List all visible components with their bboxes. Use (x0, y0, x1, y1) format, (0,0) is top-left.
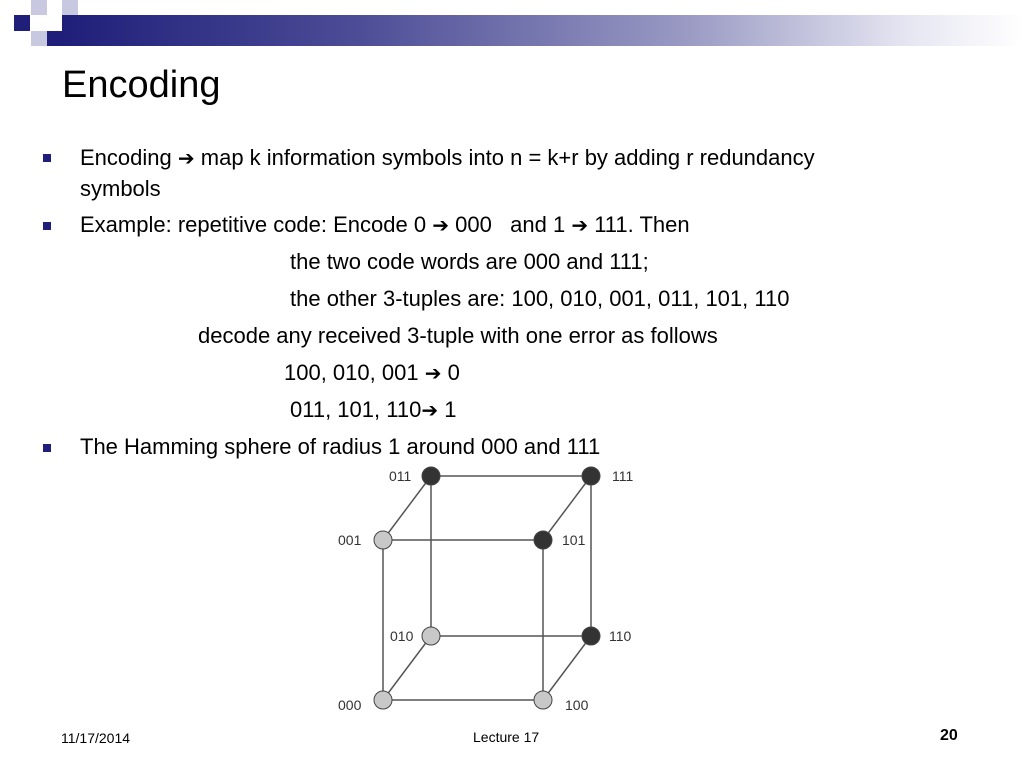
node-001 (374, 531, 392, 549)
bullet-encoding-start: Encoding (80, 145, 172, 170)
node-010 (422, 627, 440, 645)
label-110: 110 (609, 628, 632, 644)
label-101: 101 (562, 532, 586, 548)
decode-zero-tuples: 100, 010, 001 (284, 360, 425, 385)
right-arrow-icon: ➔ (424, 363, 442, 385)
label-000: 000 (338, 697, 362, 713)
indent-line-decode: decode any received 3-tuple with one error as follows (198, 323, 718, 348)
node-111 (582, 467, 600, 485)
bullet-encoding-continued: symbols (80, 176, 161, 201)
node-011 (422, 467, 440, 485)
label-111: 111 (612, 468, 634, 484)
node-110 (582, 627, 600, 645)
indent-line-other-tuples: the other 3-tuples are: 100, 010, 001, 011, 101, 110 (290, 286, 790, 311)
right-arrow-icon: ➔ (177, 148, 195, 170)
node-000 (374, 691, 392, 709)
decode-one-tuples: 011, 101, 110 (290, 397, 422, 422)
decode-zero-result: 0 (441, 360, 460, 385)
indent-line-code-words: the two code words are 000 and 111; (290, 249, 649, 274)
right-arrow-icon: ➔ (571, 215, 589, 237)
node-101 (534, 531, 552, 549)
label-100: 100 (565, 697, 589, 713)
bullet-example-mid: 000 and 1 (448, 212, 572, 237)
right-arrow-icon: ➔ (421, 400, 439, 422)
label-011: 011 (389, 468, 412, 484)
decode-one-result: 1 (438, 397, 457, 422)
bullet-hamming-sphere: The Hamming sphere of radius 1 around 000 and 111 (80, 434, 601, 459)
cube-edges (383, 476, 591, 700)
bullet-example-start: Example: repetitive code: Encode 0 (80, 212, 433, 237)
label-001: 001 (338, 532, 362, 548)
footer-date: 11/17/2014 (61, 730, 131, 746)
slide-title: Encoding (62, 64, 221, 106)
footer-lecture: Lecture 17 (473, 729, 540, 745)
node-100 (534, 691, 552, 709)
right-arrow-icon: ➔ (432, 215, 449, 237)
bullet-encoding-rest: map k information symbols into n = k+r by adding r redundancy (194, 145, 815, 170)
label-010: 010 (390, 628, 414, 644)
bullet-example-end: 111. Then (588, 212, 690, 237)
page-number: 20 (940, 727, 958, 744)
